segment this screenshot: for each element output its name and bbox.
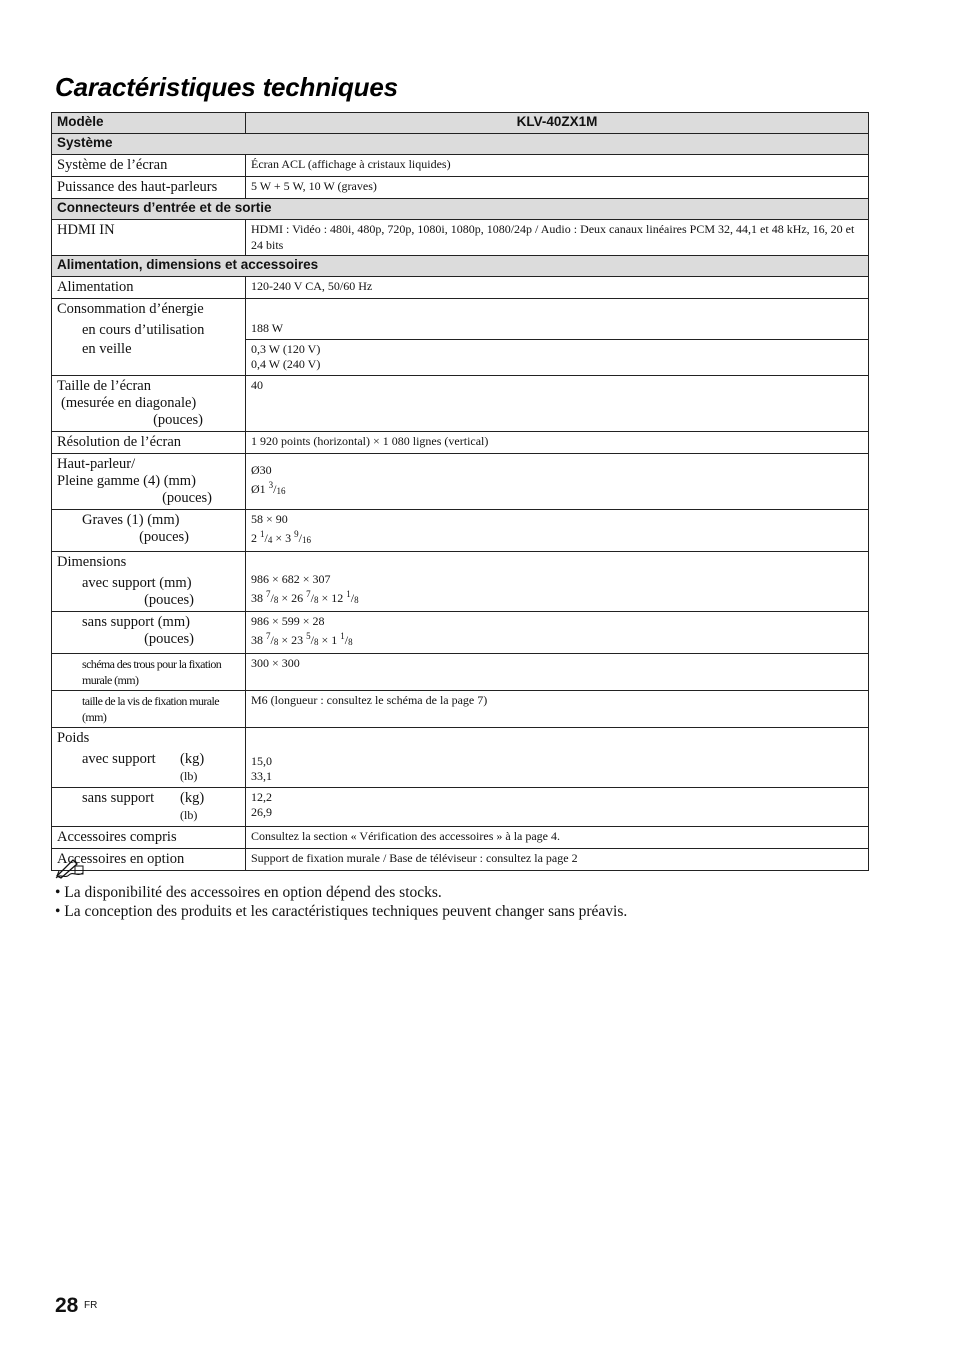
unit-label: (kg) bbox=[180, 789, 205, 806]
note-item: • La disponibilité des accessoires en option dépend des stocks. bbox=[55, 884, 442, 901]
row-value: 26,9 bbox=[251, 805, 272, 819]
row-label: Système de l’écran bbox=[52, 155, 246, 177]
sub-label: sans support (mm) bbox=[82, 613, 190, 630]
sub-label: en cours d’utilisation bbox=[82, 322, 205, 338]
row-label: Accessoires en option bbox=[52, 848, 246, 870]
table-row bbox=[52, 339, 869, 375]
row-value: Ø1 $^3/_{16}$ bbox=[251, 480, 286, 496]
row-value: M6 (longueur : consultez le schéma de la page 7) bbox=[246, 690, 869, 727]
unit-label: (pouces) bbox=[144, 630, 194, 647]
row-label: Taille de l’écran bbox=[57, 377, 151, 394]
sub-label: avec support (mm) bbox=[82, 574, 192, 591]
row-value: 38 $^7/_8 \times 23$ $^5/_8 \times 1$ $^1/_8$ bbox=[251, 631, 353, 647]
page-language: FR bbox=[84, 1300, 98, 1311]
unit-label: (pouces) bbox=[162, 489, 212, 506]
section-alimentation: Alimentation, dimensions et accessoires bbox=[52, 256, 869, 277]
model-value: KLV-40ZX1M bbox=[246, 113, 869, 134]
row-label: Puissance des haut-parleurs bbox=[52, 177, 246, 199]
table-row bbox=[52, 299, 869, 340]
table-row bbox=[52, 690, 869, 727]
row-label: Poids bbox=[57, 729, 90, 746]
row-value: HDMI : Vidéo : 480i, 480p, 720p, 1080i, 1080p, 1080/24p / Audio : Deux canaux linéaires PCM 32, 44,1 et 48 kHz, 16, 20 et 24 bits bbox=[246, 220, 869, 256]
row-value: Consultez la section « Vérification des accessoires » à la page 4. bbox=[246, 826, 869, 848]
unit-label: (pouces) bbox=[139, 528, 189, 545]
row-value: 986 × 682 × 307 bbox=[251, 571, 331, 586]
section-row bbox=[52, 256, 869, 277]
row-value: Support de fixation murale / Base de téléviseur : consultez la page 2 bbox=[246, 848, 869, 870]
row-value: 120-240 V CA, 50/60 Hz bbox=[246, 277, 869, 299]
table-row bbox=[52, 220, 869, 256]
table-row bbox=[52, 551, 869, 611]
row-value: 300 × 300 bbox=[246, 653, 869, 690]
table-row bbox=[52, 431, 869, 453]
unit-label: (lb) bbox=[180, 807, 198, 822]
row-label: (mesurée en diagonale) bbox=[61, 394, 197, 411]
row-value: 15,0 bbox=[251, 753, 272, 768]
row-label: Alimentation bbox=[52, 277, 246, 299]
row-value: 188 W bbox=[246, 299, 869, 340]
table-header-row bbox=[52, 113, 869, 134]
model-label: Modèle bbox=[52, 113, 246, 134]
table-row bbox=[52, 453, 869, 509]
table-row bbox=[52, 177, 869, 199]
row-value: 5 W + 5 W, 10 W (graves) bbox=[246, 177, 869, 199]
table-row bbox=[52, 611, 869, 653]
note-item: • La conception des produits et les caractéristiques techniques peuvent changer sans préavis. bbox=[55, 903, 628, 920]
row-label: Résolution de l’écran bbox=[52, 431, 246, 453]
section-row bbox=[52, 199, 869, 220]
row-value: Écran ACL (affichage à cristaux liquides) bbox=[246, 155, 869, 177]
row-label: Haut-parleur/ bbox=[57, 455, 136, 472]
table-row bbox=[52, 155, 869, 177]
row-label: HDMI IN bbox=[52, 220, 246, 256]
notes-list bbox=[55, 883, 627, 921]
specifications-table bbox=[51, 112, 869, 871]
row-value: Ø30 bbox=[251, 462, 272, 477]
sub-label: taille de la vis de fixation murale (mm) bbox=[82, 693, 219, 724]
unit-label: (pouces) bbox=[153, 411, 203, 428]
table-row bbox=[52, 826, 869, 848]
unit-label: (kg) bbox=[180, 750, 205, 767]
table-row bbox=[52, 277, 869, 299]
section-row bbox=[52, 134, 869, 155]
section-connecteurs: Connecteurs d’entrée et de sortie bbox=[52, 199, 869, 220]
row-value: 1 920 points (horizontal) × 1 080 lignes (vertical) bbox=[246, 431, 869, 453]
row-value: 986 × 599 × 28 bbox=[251, 613, 325, 628]
row-value: 0,4 W (240 V) bbox=[251, 357, 321, 371]
sub-label: schéma des trous pour la fixation murale (mm) bbox=[82, 656, 222, 687]
page-title: Caractéristiques techniques bbox=[55, 72, 398, 102]
sub-label: avec support bbox=[82, 750, 156, 767]
table-row bbox=[52, 653, 869, 690]
row-value: 2 $^1/_4 \times 3$ $^9/_{16}$ bbox=[251, 529, 311, 545]
note-pencil-icon bbox=[55, 857, 85, 879]
table-row bbox=[52, 787, 869, 826]
page-number: 28 bbox=[55, 1294, 79, 1317]
row-label: Accessoires compris bbox=[52, 826, 246, 848]
row-value: 12,2 bbox=[251, 789, 272, 804]
sub-label: Graves (1) (mm) bbox=[82, 511, 180, 528]
sub-label: sans support bbox=[82, 789, 155, 806]
row-value: 33,1 bbox=[251, 769, 272, 783]
sub-label: en veille bbox=[82, 341, 132, 357]
row-value: 38 $^7/_8 \times 26$ $^7/_8 \times 12$ $^1/_8$ bbox=[251, 589, 359, 605]
table-row bbox=[52, 375, 869, 431]
row-value: 40 bbox=[246, 375, 869, 431]
table-row bbox=[52, 509, 869, 551]
table-row bbox=[52, 848, 869, 870]
row-value: 0,3 W (120 V) bbox=[251, 341, 321, 356]
unit-label: (lb) bbox=[180, 768, 198, 783]
unit-label: (pouces) bbox=[144, 591, 194, 608]
row-label: Dimensions bbox=[57, 553, 127, 570]
section-systeme: Système bbox=[52, 134, 869, 155]
row-label: Pleine gamme (4) (mm) bbox=[57, 472, 196, 489]
table-row bbox=[52, 727, 869, 787]
row-label: Consommation d’énergie bbox=[57, 301, 204, 317]
row-value: 58 × 90 bbox=[251, 511, 288, 526]
